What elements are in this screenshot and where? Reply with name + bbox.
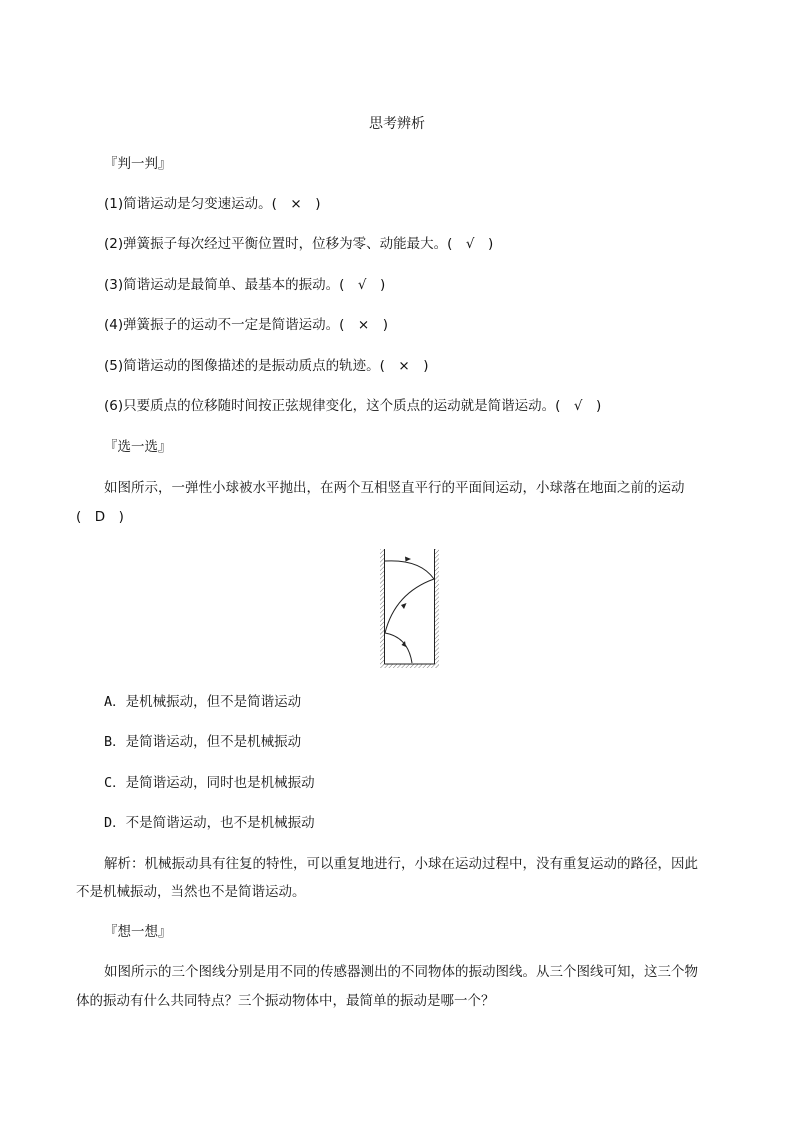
option-text: 不是简谐运动，也不是机械振动 [125, 815, 315, 831]
judge-item-text: (4)弹簧振子的运动不一定是简谐运动。 [104, 317, 340, 333]
option-a [104, 692, 301, 712]
choose-header: 『选一选』 [104, 439, 172, 455]
judge-item-answer: ( × ) [339, 317, 388, 333]
bouncing-ball-diagram [380, 545, 440, 669]
judge-item-2 [104, 234, 493, 254]
think-line1: 如图所示的三个图线分别是用不同的传感器测出的不同物体的振动图线。从三个图线可知，这三个物 [104, 964, 698, 980]
page-title: 思考辨析 [369, 116, 425, 132]
option-c [104, 773, 315, 793]
think-header: 『想一想』 [104, 924, 172, 940]
judge-item-text: (6)只要质点的位移随时间按正弦规律变化，这个质点的运动就是简谐运动。 [104, 398, 556, 414]
judge-item-answer: ( √ ) [339, 277, 386, 293]
judge-item-text: (1)简谐运动是匀变速运动。 [104, 196, 272, 212]
option-text: 是简谐运动，同时也是机械振动 [125, 775, 315, 791]
arrow-icon [401, 603, 407, 609]
choose-question-answer: ( D ) [76, 509, 124, 525]
judge-item-answer: ( × ) [271, 196, 321, 212]
judge-item-answer: ( √ ) [447, 236, 494, 252]
judge-item-1 [104, 194, 320, 214]
judge-item-3 [104, 275, 385, 295]
judge-item-text: (2)弹簧振子每次经过平衡位置时，位移为零、动能最大。 [104, 236, 448, 252]
option-text: 是机械振动，但不是简谐运动 [125, 694, 302, 710]
judge-item-text: (3)简谐运动是最简单、最基本的振动。 [104, 277, 340, 293]
choose-question-line1: 如图所示，一弹性小球被水平抛出，在两个互相竖直平行的平面间运动，小球落在地面之前的运动 [104, 480, 685, 496]
analysis-line1: 解析：机械振动具有往复的特性，可以重复地进行，小球在运动过程中，没有重复运动的路径，因此 [104, 856, 698, 872]
option-b [104, 732, 301, 752]
left-wall-hatch [380, 549, 384, 665]
trajectory-segment-1 [385, 561, 434, 579]
judge-item-4 [104, 315, 388, 335]
ground-hatch [380, 664, 439, 668]
analysis-line2: 不是机械振动，当然也不是简谐运动。 [76, 884, 306, 900]
judge-header: 『判一判』 [104, 156, 172, 172]
judge-item-5 [104, 356, 428, 376]
option-label: A． [104, 694, 126, 710]
option-label: B． [104, 734, 126, 750]
option-d [104, 813, 315, 833]
option-label: D． [104, 815, 126, 831]
trajectory-segment-3 [385, 633, 412, 663]
trajectory-segment-2 [385, 579, 434, 633]
judge-item-answer: ( √ ) [555, 398, 602, 414]
option-text: 是简谐运动，但不是机械振动 [125, 734, 302, 750]
judge-item-answer: ( × ) [379, 358, 429, 374]
judge-item-text: (5)简谐运动的图像描述的是振动质点的轨迹。 [104, 358, 380, 374]
arrow-icon [405, 557, 411, 562]
judge-item-6 [104, 396, 601, 416]
right-wall-hatch [435, 549, 439, 665]
think-line2: 体的振动有什么共同特点？三个振动物体中，最简单的振动是哪一个？ [76, 993, 495, 1009]
option-label: C． [104, 775, 126, 791]
bouncing-ball-figure [380, 545, 440, 669]
